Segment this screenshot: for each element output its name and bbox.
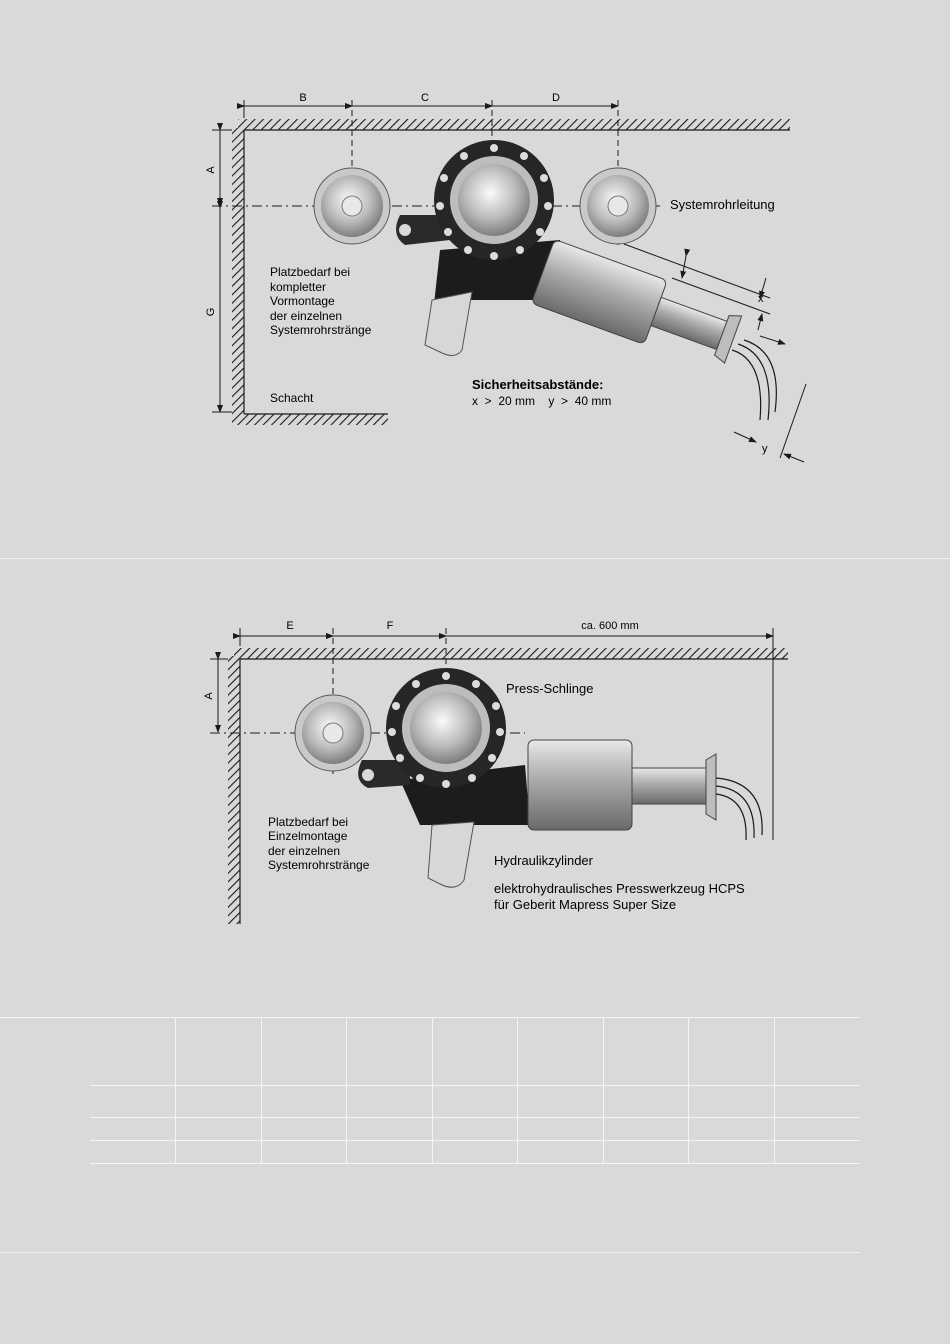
ceiling-wall (238, 119, 790, 130)
dim-label-c: C (421, 92, 429, 104)
svg-text:Vormontage: Vormontage (270, 294, 335, 308)
table-col-rule (517, 1017, 518, 1164)
pipe-label: Systemrohrleitung (670, 197, 775, 212)
dim-label-g: G (205, 307, 217, 317)
floor-wall (232, 414, 388, 425)
table-col-rule (774, 1017, 775, 1164)
safety-label-x: x (758, 293, 764, 305)
table-col-rule (603, 1017, 604, 1164)
table-rule (90, 1085, 860, 1086)
svg-text:der einzelnen: der einzelnen (270, 309, 343, 323)
table-rule (90, 1117, 860, 1118)
tool-description (494, 881, 745, 912)
dim-label-a: A (205, 166, 217, 174)
diagram-single-assembly (0, 600, 950, 980)
table-col-rule (688, 1017, 689, 1164)
svg-text:der einzelnen: der einzelnen (268, 844, 341, 858)
dimension-table (90, 1017, 860, 1164)
side-wall (232, 128, 244, 414)
diagram-full-preassembly (0, 0, 950, 560)
svg-text:Systemrohrstränge: Systemrohrstränge (270, 323, 372, 337)
svg-text:kompletter: kompletter (270, 280, 327, 294)
cylinder-label: Hydraulikzylinder (494, 853, 593, 868)
dim-label-b: B (299, 92, 307, 104)
table-col-rule (346, 1017, 347, 1164)
shaft-label: Schacht (270, 391, 314, 405)
table-col-rule (432, 1017, 433, 1164)
sling-label: Press-Schlinge (506, 681, 594, 696)
svg-text:Einzelmontage: Einzelmontage (268, 829, 348, 843)
dim-label-e: E (286, 620, 294, 632)
table-col-rule (261, 1017, 262, 1164)
table-col-rule (175, 1017, 176, 1164)
table-rule (0, 1017, 860, 1018)
pipe-left (295, 695, 371, 771)
dim-label-d: D (552, 92, 560, 104)
svg-text:Systemrohrstränge: Systemrohrstränge (268, 858, 370, 872)
dim-label-f: F (386, 620, 394, 632)
section-divider (0, 558, 950, 559)
safety-title: Sicherheitsabstände: (472, 377, 604, 392)
safety-label-y: y (762, 443, 768, 455)
ceiling-wall (234, 648, 788, 659)
table-rule (90, 1140, 860, 1141)
side-wall (228, 656, 240, 924)
table-rule (90, 1163, 860, 1164)
bottom-divider (0, 1252, 860, 1253)
dim-label-length: ca. 600 mm (581, 620, 639, 632)
dim-label-a2: A (203, 692, 215, 700)
safety-values: x > 20 mm y > 40 mm (472, 394, 612, 408)
svg-text:Platzbedarf bei: Platzbedarf bei (270, 265, 351, 279)
pipe-left (314, 168, 390, 244)
pipe-right (580, 168, 656, 244)
space-requirement-text (268, 815, 370, 872)
space-requirement-text (270, 265, 372, 337)
svg-text:für Geberit Mapress Super Size: für Geberit Mapress Super Size (494, 897, 677, 912)
svg-text:Platzbedarf bei: Platzbedarf bei (268, 815, 349, 829)
svg-text:elektrohydraulisches Presswerk: elektrohydraulisches Presswerkzeug HCPS (494, 881, 745, 896)
